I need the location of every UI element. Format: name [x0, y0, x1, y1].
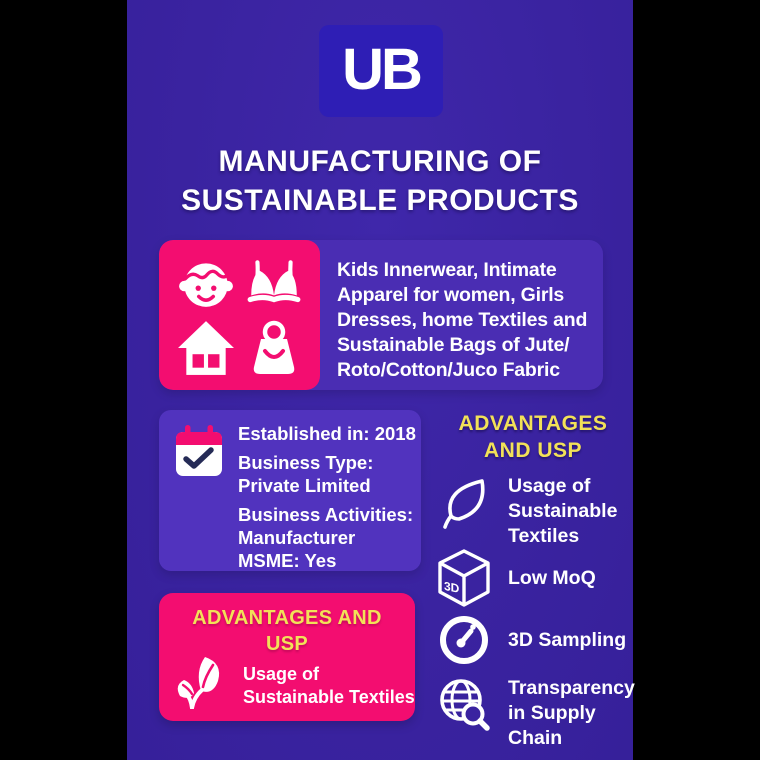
svg-text:3D: 3D	[444, 578, 460, 596]
infographic-background	[127, 0, 633, 760]
gauge-icon	[435, 613, 493, 667]
advantages-card	[159, 593, 415, 721]
advantages-card-label-line2: Sustainable Textiles	[243, 687, 415, 707]
advantage-label: Usage of Sustainable Textiles	[508, 475, 618, 547]
brand-logo	[319, 25, 443, 117]
kid-face-icon	[177, 254, 235, 312]
products-description: Kids Innerwear, Intimate Apparel for women, Girls Dresses, home Textiles and Sustainable Bags of Jute/ Roto/Cotton/Juco Fabric	[337, 259, 588, 381]
advantage-item-sustainable-textiles	[435, 474, 634, 549]
advantage-item-3d-sampling	[435, 612, 634, 668]
established-line: Established in: 2018	[238, 423, 416, 444]
page-title-line1: MANUFACTURING OF	[218, 145, 542, 178]
sprout-icon	[175, 655, 227, 709]
advantages-heading	[433, 410, 633, 464]
brand-logo-text: UB	[342, 36, 420, 102]
advantages-heading-line2: AND USP	[483, 439, 582, 462]
advantages-card-item	[175, 655, 415, 709]
advantages-panel	[433, 0, 633, 760]
business-activities-value: Manufacturer	[238, 527, 356, 548]
handbag-icon	[247, 319, 301, 377]
house-icon	[177, 319, 235, 377]
advantage-label: Transparency in Supply Chain	[508, 677, 635, 749]
page-title-line2: SUSTAINABLE PRODUCTS	[181, 184, 579, 217]
advantages-card-label	[243, 655, 415, 709]
globe-search-icon	[435, 676, 493, 732]
advantage-label: 3D Sampling	[508, 628, 627, 651]
products-icons-panel	[159, 240, 320, 390]
advantages-heading-line1: ADVANTAGES	[458, 412, 608, 435]
advantage-item-low-moq	[435, 549, 634, 607]
advantage-label: Low MoQ	[508, 566, 596, 589]
advantages-card-heading	[159, 593, 415, 657]
advantages-card-heading-line2: USP	[265, 633, 309, 655]
leaf-icon	[435, 474, 493, 532]
cube-3d-icon	[435, 548, 493, 608]
business-type-label: Business Type:	[238, 452, 374, 473]
calendar-check-icon	[174, 423, 224, 479]
msme-line: MSME: Yes	[238, 550, 337, 571]
business-details-text	[238, 422, 416, 578]
business-activities-label: Business Activities:	[238, 504, 414, 525]
bra-icon	[245, 254, 303, 312]
business-details-card	[159, 410, 421, 571]
advantage-item-transparency	[435, 676, 634, 751]
advantages-card-heading-line1: ADVANTAGES AND	[192, 607, 382, 629]
advantages-card-label-line1: Usage of	[243, 664, 320, 684]
business-type-value: Private Limited	[238, 475, 371, 496]
